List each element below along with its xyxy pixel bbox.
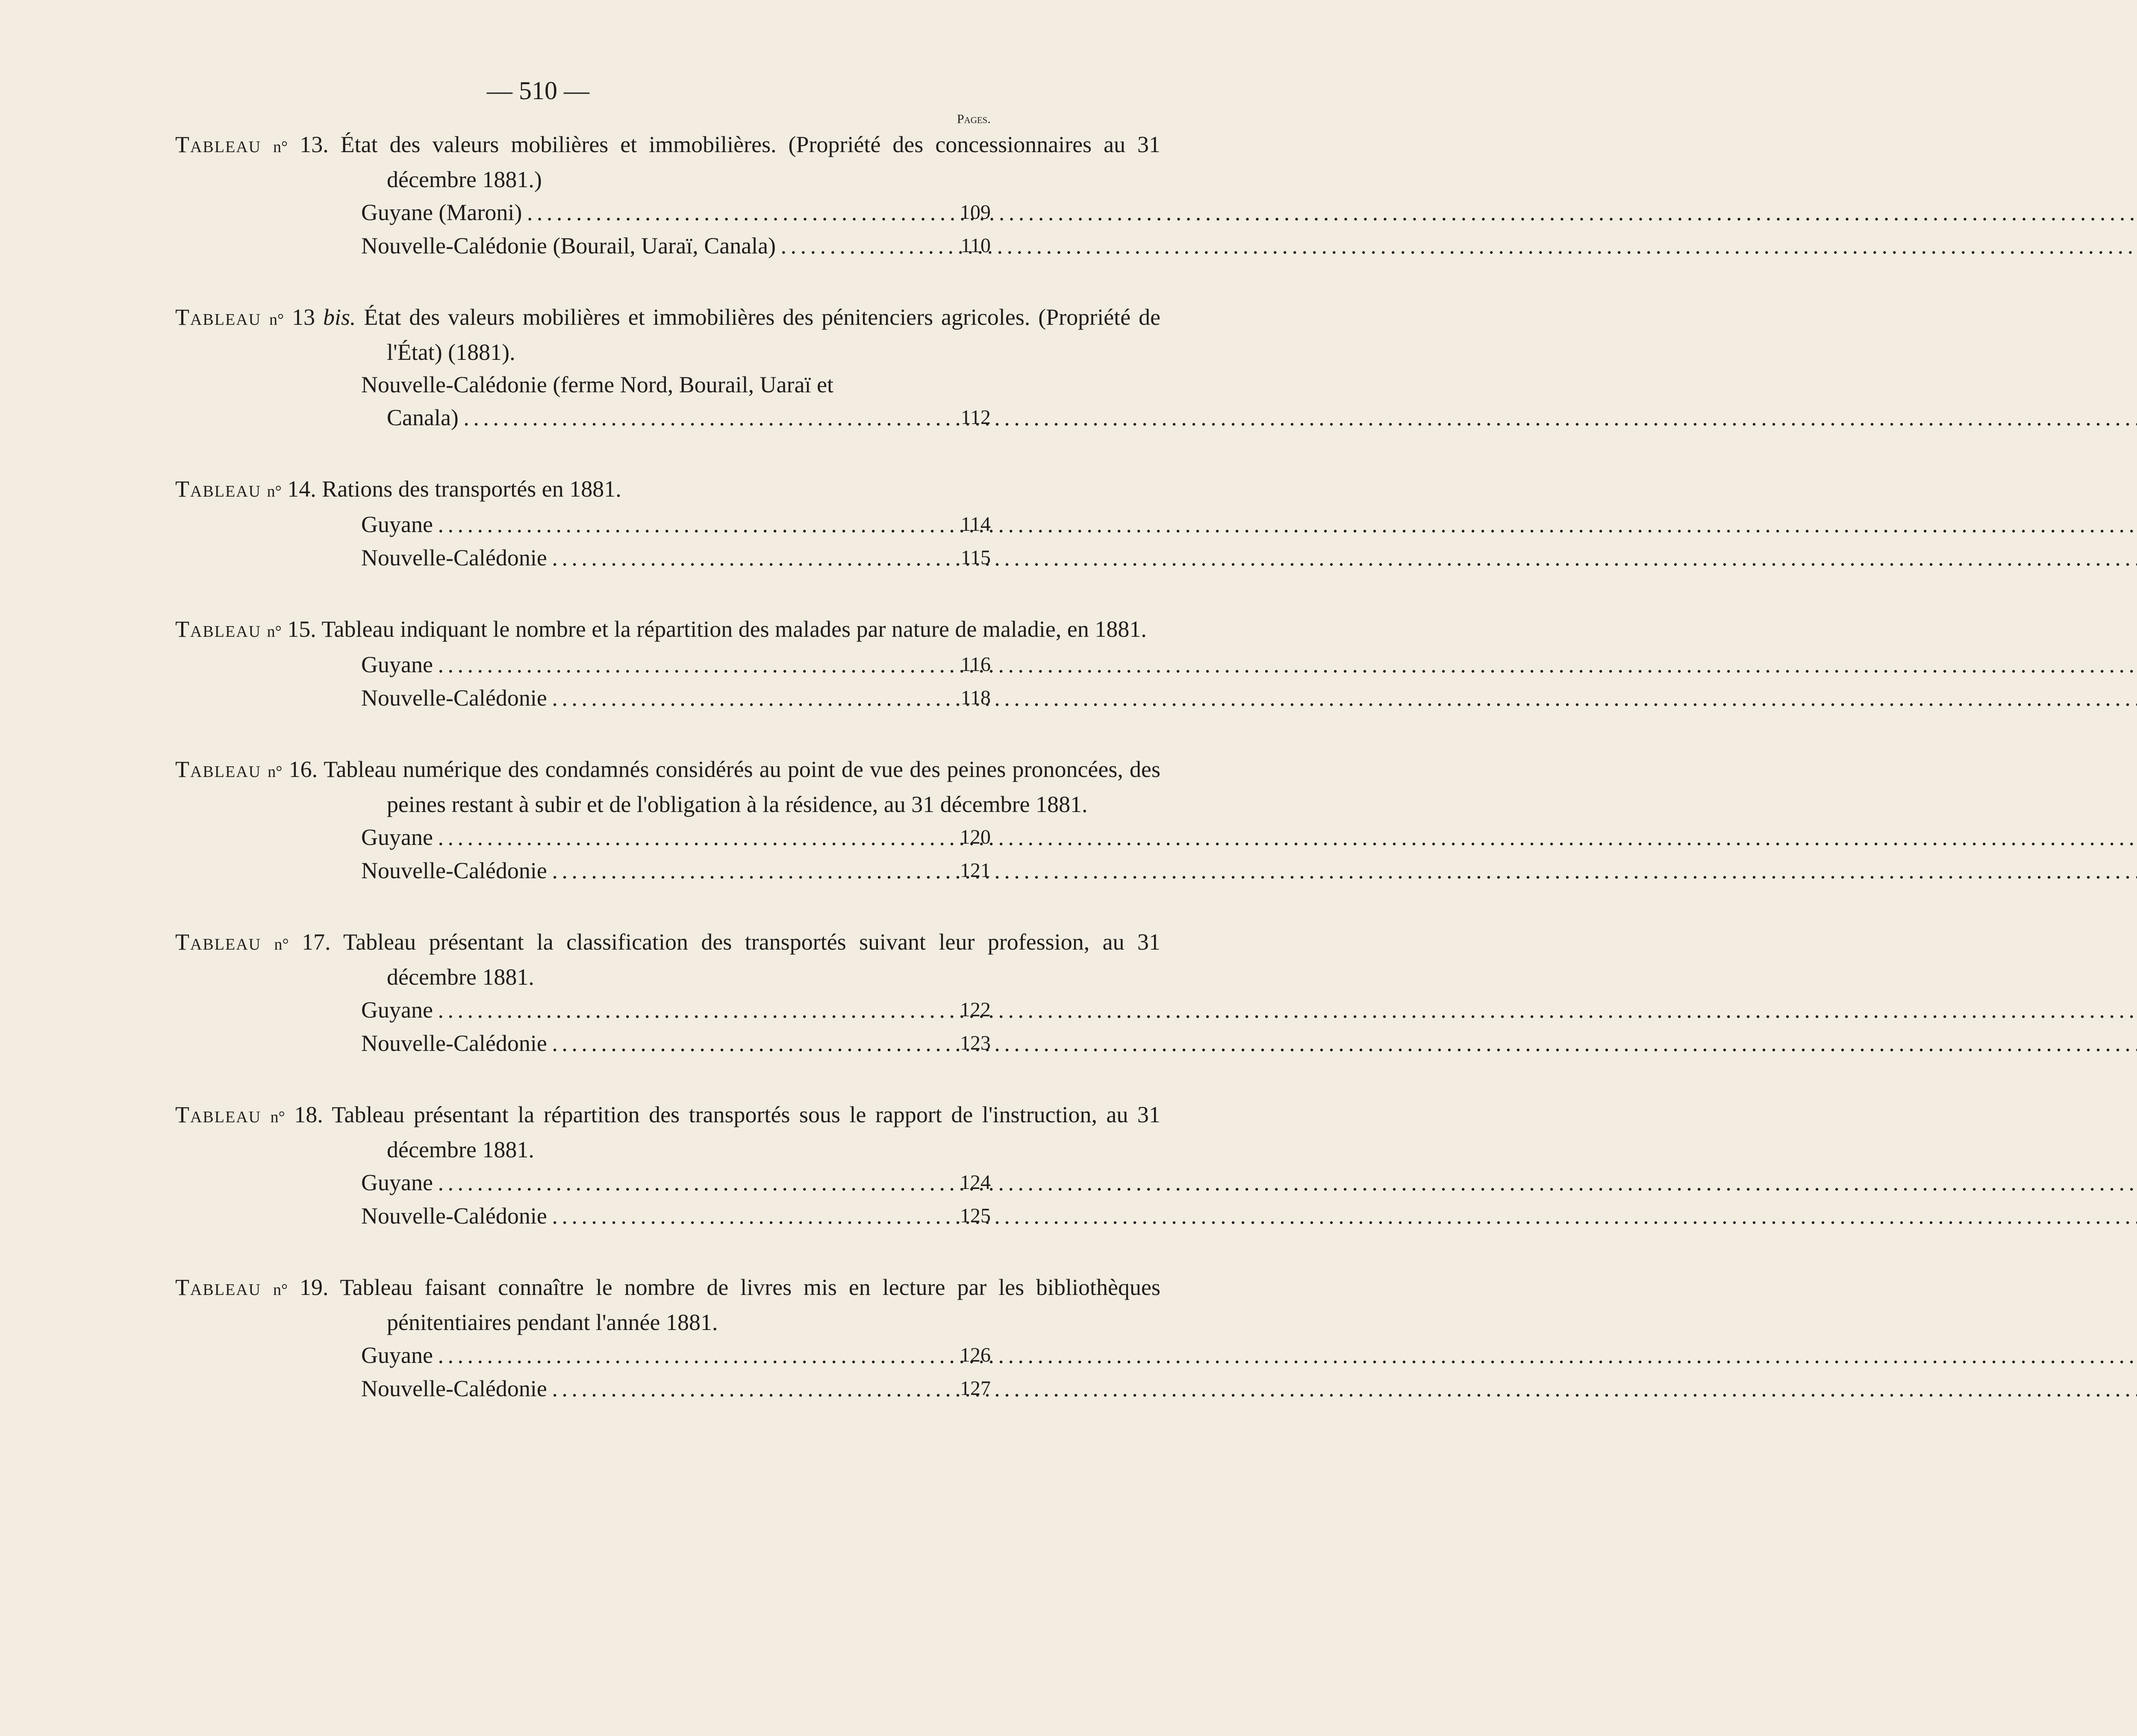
subentry-page: 110 (960, 234, 991, 257)
entry-label: Tableau (175, 304, 262, 330)
subentry-page: 124 (960, 1171, 991, 1194)
entry-no: n° (268, 763, 283, 781)
entry-number: 13. (300, 132, 329, 157)
subentry-page: 126 (960, 1344, 991, 1366)
entry-title: État des valeurs mobilières et immobilières des pénitenciers agricoles. (Propriété de l'État) (1881). (364, 304, 1161, 365)
entry-number: 19. (299, 1274, 329, 1300)
entry-title: Tableau faisant connaître le nombre de livres mis en lecture par les bibliothèques pénitentiaires pendant l'année 1881. (340, 1274, 1161, 1335)
subentry-label: Nouvelle-Calédonie . . . (361, 541, 925, 574)
toc-subentry (0, 508, 1076, 541)
subentry-page: 121 (960, 859, 991, 882)
toc-subentry (0, 1339, 1076, 1372)
entry-no: n° (267, 483, 282, 500)
subentry-label: Nouvelle-Calédonie (Bourail, Uaraï, Canala) . . . (361, 229, 925, 262)
subentry-label: Nouvelle-Calédonie . . . (361, 1199, 925, 1233)
toc-subentry (0, 854, 1076, 887)
subentry-label: Guyane . . . (361, 508, 925, 541)
subentry-page: 123 (960, 1032, 991, 1054)
entry-title: Tableau indiquant le nombre et la répartition des malades par nature de maladie, en 1881. (321, 616, 1147, 642)
subentry-page: 114 (960, 513, 991, 536)
entry-label: Tableau (175, 616, 262, 642)
entry-number: 18. (294, 1102, 323, 1127)
entry-label: Tableau (175, 476, 262, 502)
entry-no: n° (274, 936, 289, 953)
entry-title: Tableau numérique des condamnés considérés au point de vue des peines prononcées, des peines restant à subir et de l'obligation à la résidence, au 31 décembre 1881. (324, 756, 1161, 817)
toc-subentry (0, 1199, 1076, 1233)
subentry-page: 118 (960, 686, 991, 709)
entry-no: n° (273, 1281, 288, 1299)
toc-subentry (0, 1372, 1076, 1405)
toc-entry-13 (0, 128, 1161, 262)
toc-entry-15 (0, 613, 1147, 715)
toc-subentry (0, 648, 1076, 681)
entry-no: n° (269, 311, 284, 329)
entry-label: Tableau (175, 929, 262, 955)
entry-no: n° (273, 138, 288, 156)
page-number: — 510 — (487, 77, 589, 105)
entry-title: État des valeurs mobilières et immobilières. (Propriété des concessionnaires au 31 décembre 1881.) (340, 132, 1161, 192)
entry-no: n° (267, 623, 282, 641)
subentry-label: Guyane (Maroni) . . . (361, 196, 925, 229)
toc-subentry (0, 681, 1076, 715)
subentry-label: Nouvelle-Calédonie . . . (361, 1027, 925, 1060)
table-of-contents (0, 128, 1161, 1405)
subentry-page: 122 (960, 998, 991, 1021)
subentry-page: 116 (960, 653, 991, 676)
toc-subentry (0, 993, 1076, 1027)
subentry-page: 115 (960, 546, 991, 569)
toc-subentry (0, 821, 1076, 854)
entry-title: Rations des transportés en 1881. (322, 476, 621, 502)
entry-title: Tableau présentant la répartition des transportés sous le rapport de l'instruction, au 31 décembre 1881. (332, 1102, 1160, 1162)
toc-entry-18 (0, 1098, 1160, 1233)
entry-number: 15. (287, 616, 316, 642)
entry-label: Tableau (175, 756, 262, 782)
subentry-page: 127 (960, 1377, 991, 1400)
subentry-label: Guyane . . . (361, 993, 925, 1027)
pages-column-label: Pages. (957, 112, 991, 126)
entry-number: 13 (292, 304, 315, 330)
toc-entry-19 (0, 1271, 1161, 1405)
subentry-label: Guyane . . . (361, 821, 925, 854)
subentry-lead: Nouvelle-Calédonie (ferme Nord, Bourail, Uaraï et (361, 372, 834, 397)
toc-subentry (0, 541, 1076, 574)
entry-title: Tableau présentant la classification des transportés suivant leur profession, au 31 décembre 1881. (343, 929, 1161, 990)
entry-bis: bis. (323, 304, 356, 330)
toc-entry-13-bis (0, 301, 1161, 434)
subentry-label: Guyane . . . (361, 1166, 925, 1199)
entry-label: Tableau (175, 1274, 262, 1300)
subentry-label: Nouvelle-Calédonie . . . (361, 681, 925, 715)
toc-entry-14 (0, 473, 1076, 574)
subentry-page: 109 (960, 201, 991, 224)
toc-entry-17 (0, 926, 1161, 1060)
entry-number: 14. (287, 476, 316, 502)
entry-number: 16. (288, 756, 318, 782)
entry-no: n° (270, 1108, 285, 1126)
toc-subentry (0, 401, 1076, 434)
toc-subentry (0, 196, 1076, 229)
toc-subentry (0, 1027, 1076, 1060)
toc-entry-16 (0, 753, 1161, 887)
subentry-label: Nouvelle-Calédonie . . . (361, 854, 925, 887)
entry-number: 17. (302, 929, 331, 955)
subentry-page: 120 (960, 826, 991, 848)
toc-subentry (0, 1166, 1076, 1199)
entry-label: Tableau (175, 1102, 262, 1127)
subentry-label: Guyane . . . (361, 1339, 925, 1372)
entry-label: Tableau (175, 132, 262, 157)
subentry-label: Guyane . . . (361, 648, 925, 681)
subentry-label: Nouvelle-Calédonie . . . (361, 1372, 925, 1405)
subentry-page: 125 (960, 1204, 991, 1227)
subentry-page: 112 (960, 406, 991, 429)
subentry-label: Canala) . . . (387, 401, 951, 434)
toc-subentry (0, 229, 1076, 262)
